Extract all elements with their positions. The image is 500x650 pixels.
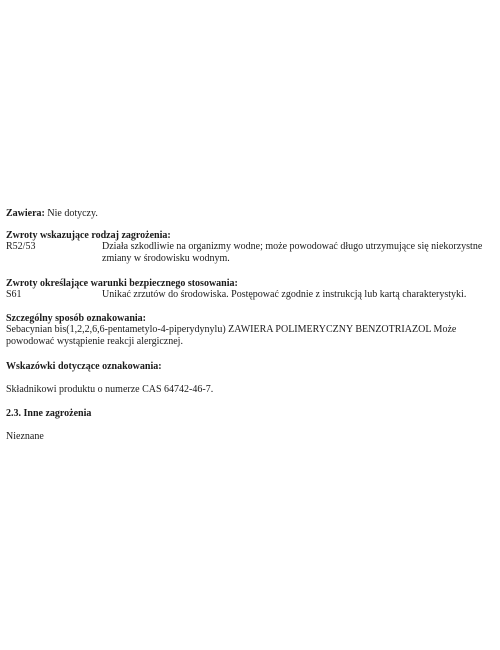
safety-phrase-text: Unikać zrzutów do środowiska. Postępować zgodnie z instrukcją lub kartą charakterystyki.: [102, 289, 467, 300]
special-labelling-line2: powodować wystąpienie reakcji alergicznej.: [6, 336, 183, 347]
risk-phrases-heading: Zwroty wskazujące rodzaj zagrożenia:: [6, 230, 171, 241]
risk-phrase-text-line2: zmiany w środowisku wodnym.: [102, 253, 230, 264]
special-labelling-line1: Sebacynian bis(1,2,2,6,6-pentametylo-4-piperydynylu) ZAWIERA POLIMERYCZNY BENZOTRIAZOL Może: [6, 324, 457, 335]
labelling-hints-text: Składnikowi produktu o numerze CAS 64742-46-7.: [6, 384, 214, 395]
contains-value: Nie dotyczy.: [44, 208, 98, 219]
safety-phrase-code: S61: [6, 289, 22, 300]
risk-phrase-code: R52/53: [6, 241, 36, 252]
other-hazards-heading: 2.3. Inne zagrożenia: [6, 408, 92, 419]
contains-label: Zawiera:: [6, 208, 45, 219]
safety-phrases-heading: Zwroty określające warunki bezpiecznego stosowania:: [6, 278, 238, 289]
contains-line: [6, 208, 98, 220]
labelling-hints-heading: Wskazówki dotyczące oznakowania:: [6, 361, 162, 372]
other-hazards-text: Nieznane: [6, 431, 44, 442]
special-labelling-heading: Szczególny sposób oznakowania:: [6, 313, 147, 324]
risk-phrase-text-line1: Działa szkodliwie na organizmy wodne; może powodować długo utrzymujące się niekorzystne: [102, 241, 483, 252]
